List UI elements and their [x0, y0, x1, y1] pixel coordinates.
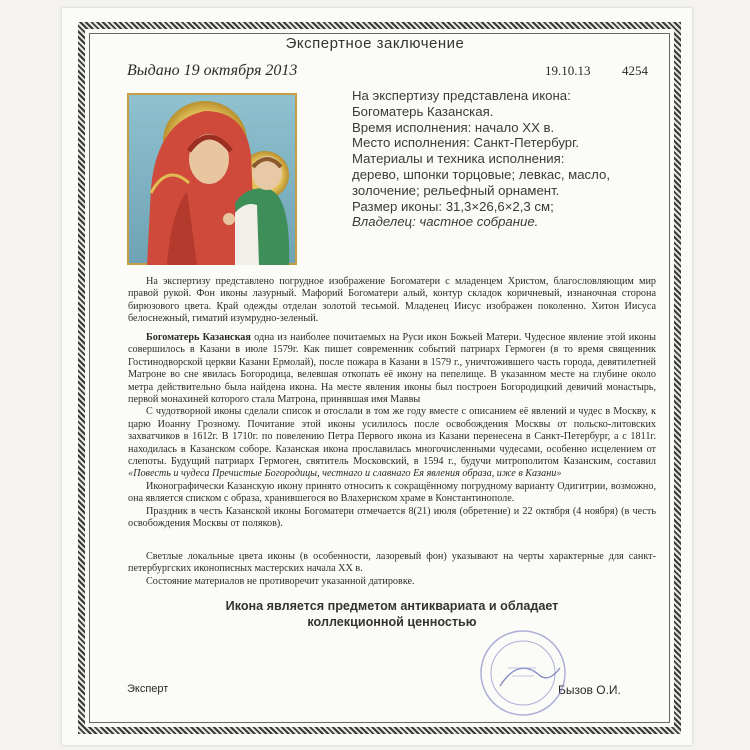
signer-name: Бызов О.И. [558, 683, 621, 697]
story-title-italic: «Повесть и чудеса Пречистые Богородицы, честнаго и славнаго Ея явления образа, иже в Казани» [128, 468, 562, 480]
icon-specification [352, 88, 610, 230]
spec-line: золочение; рельефный орнамент. [352, 182, 560, 198]
attribution-paragraph: Светлые локальные цвета иконы (в особенности, лазоревый фон) указывают на черты характерные для санкт-петербургских иконописных мастерских начала XX в. [128, 551, 656, 575]
conclusion-line: Икона является предметом антиквариата и обладает [225, 599, 559, 613]
conclusion-line: коллекционной ценностью [307, 615, 477, 629]
date-short: 19.10.13 [545, 63, 591, 78]
spec-line: Размер иконы: 31,3×26,6×2,3 см; [352, 198, 554, 214]
feast-paragraph: Праздник в честь Казанской иконы Богоматери отмечается 8(21) июля (обретение) и 22 октября (4 ноября) (в честь освобождения Москвы от поляков). [128, 505, 656, 530]
history-paragraph [128, 332, 656, 406]
spec-line: На экспертизу представлена икона: [352, 88, 571, 103]
spec-line: Место исполнения: Санкт-Петербург. [352, 135, 580, 151]
history-section [128, 332, 656, 531]
expert-label: Эксперт [127, 683, 169, 695]
certificate-number: 4254 [622, 63, 648, 78]
spec-line: Время исполнения: начало XX в. [352, 119, 555, 135]
icon-name-bold: Богоматерь Казанская [146, 332, 251, 343]
spec-line: Владелец: частное собрание. [352, 214, 539, 230]
history-text: одна из наиболее почитаемых на Руси икон Божьей Матери. Чудесное явление этой иконы совершилось в Казани в июле 1579г. Как пишет современник событий патриарх Гермоген (в то время священник Гостинодворской церкви Казани Ермолай), после пожара в Казани в 1579 г., уничтожившего часть города, девятилетней Матроне во сне явилась Богородица, велевшая откопать её икону на пепелище. В указанном месте на глубине около метра действительно была найдена икона. На месте явления иконы был построен Богородицкий девичий монастырь, первой монахиней которого стала Матрона, принявшая имя Маввы [128, 332, 656, 406]
history-paragraph-2 [128, 406, 656, 480]
veneration-text: С чудотворной иконы сделали список и отослали в том же году вместе с описанием её явлений и чудес в Москву, к царю Иоанну Грозному. Почитание этой иконы усилилось после освобождения Москвы от польско-литовских захватчиков в 1612г. В 1710г. по повелению Петра Первого икона из Казани перенесена в Санкт-Петербург, а с 1811г. находилась в Казанском соборе. Казанская икона прославилась многочисленными чудесами, особенно исцелением от слепоты. Будущий патриарх Гермоген, святитель Московский, в 1594 г., будучи митрополитом Казанским, составил [128, 406, 656, 468]
document-title: Экспертное заключение [285, 35, 465, 52]
icon-photo [127, 93, 297, 265]
description-paragraph: На экспертизу представлено погрудное изображение Богоматери с младенцем Христом, благословляющим мир правой рукой. Фон иконы лазурный. Мафорий Богоматери алый, контур складок коричневый, изнаночная сторона бирюзового цвета. Край одежды отделан золотой тесьмой. Младенец Иисус изображен поколенно. Хитон Иисуса белоснежный, гиматий изумрудно-зеленый. [128, 276, 656, 325]
icon-description [128, 276, 656, 326]
attribution-section [128, 551, 656, 588]
conclusion [128, 598, 656, 630]
spec-line: дерево, шпонки торцовые; левкас, масло, [352, 166, 610, 182]
stamp-seal [478, 628, 568, 718]
condition-paragraph: Состояние материалов не противоречит указанной датировке. [146, 575, 415, 587]
spec-line: Богоматерь Казанская. [352, 103, 494, 119]
iconography-paragraph: Иконографически Казанскую икону принято относить к сокращённому погрудному варианту Одигитрии, возможно, она является списком с образа, хранившегося во Влахернском храме в Константинополе. [128, 480, 656, 505]
issue-date: Выдано 19 октября 2013 [127, 62, 298, 79]
spec-line: Материалы и техника исполнения: [352, 151, 565, 167]
